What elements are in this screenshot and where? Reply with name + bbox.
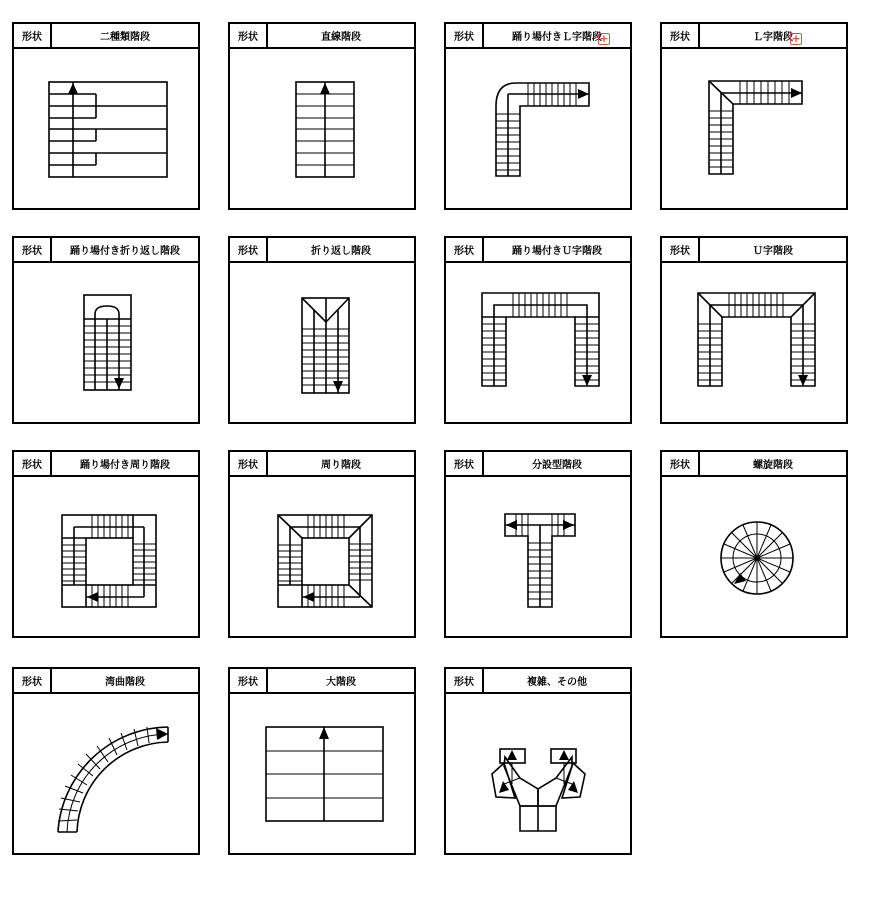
add-icon[interactable]: + xyxy=(791,32,801,45)
curved-stair-diagram xyxy=(14,694,198,853)
shape-tag: 形状 xyxy=(446,452,484,475)
shape-tag: 形状 xyxy=(662,452,700,475)
card-title: 踊り場付き周り階段 xyxy=(80,460,170,471)
landing-winding-stair-diagram xyxy=(14,477,198,636)
card-header xyxy=(14,452,198,477)
card-title: 二種類階段 xyxy=(100,32,150,43)
card-title: 周り階段 xyxy=(321,460,361,471)
card-header xyxy=(662,452,846,477)
card-header xyxy=(446,452,630,477)
switchback-stair-diagram xyxy=(230,263,414,422)
card-title: 分設型階段 xyxy=(532,460,582,471)
shape-tag: 形状 xyxy=(446,238,484,261)
stair-card[interactable] xyxy=(12,236,200,424)
stair-card[interactable] xyxy=(12,450,200,638)
shape-tag: 形状 xyxy=(662,238,700,261)
card-title: 複雑、その他 xyxy=(527,677,587,688)
card-title: 大階段 xyxy=(326,677,356,688)
card-title: Ｕ字階段 xyxy=(753,246,793,257)
complex-stair-diagram xyxy=(446,694,630,853)
card-header xyxy=(446,669,630,694)
shape-tag: 形状 xyxy=(446,24,484,47)
card-title: 螺旋階段 xyxy=(753,460,793,471)
shape-tag: 形状 xyxy=(662,24,700,47)
spiral-stair-diagram xyxy=(662,477,846,636)
u-stair-diagram xyxy=(662,263,846,422)
stair-card[interactable] xyxy=(228,450,416,638)
stair-card[interactable] xyxy=(228,236,416,424)
stair-card[interactable] xyxy=(228,667,416,855)
shape-tag: 形状 xyxy=(446,669,484,692)
stair-card[interactable] xyxy=(660,236,848,424)
shape-tag: 形状 xyxy=(230,238,268,261)
shape-tag: 形状 xyxy=(14,24,52,47)
stair-card[interactable] xyxy=(660,450,848,638)
card-header xyxy=(662,238,846,263)
l-stair-diagram xyxy=(662,49,846,208)
straight-stair-diagram xyxy=(230,49,414,208)
shape-tag: 形状 xyxy=(230,669,268,692)
landing-u-stair-diagram xyxy=(446,263,630,422)
card-header xyxy=(14,24,198,49)
stair-card[interactable] xyxy=(444,667,632,855)
split-stair-diagram xyxy=(446,477,630,636)
shape-tag: 形状 xyxy=(230,24,268,47)
stair-card[interactable] xyxy=(228,22,416,210)
card-title: 踊り場付き折り返し階段 xyxy=(70,246,180,257)
card-header xyxy=(446,238,630,263)
stair-card[interactable] xyxy=(444,236,632,424)
card-header xyxy=(230,452,414,477)
card-title: 湾曲階段 xyxy=(105,677,145,688)
stair-card[interactable] xyxy=(12,667,200,855)
shape-tag: 形状 xyxy=(14,452,52,475)
card-header xyxy=(230,24,414,49)
stair-card[interactable] xyxy=(660,22,848,210)
add-icon[interactable]: + xyxy=(599,32,609,45)
stair-card[interactable] xyxy=(12,22,200,210)
shape-tag: 形状 xyxy=(14,238,52,261)
shape-tag: 形状 xyxy=(14,669,52,692)
winding-stair-diagram xyxy=(230,477,414,636)
card-header xyxy=(14,669,198,694)
card-title: 直線階段 xyxy=(321,32,361,43)
landing-l-stair-diagram xyxy=(446,49,630,208)
card-header xyxy=(230,669,414,694)
grand-stair-diagram xyxy=(230,694,414,853)
card-title: Ｌ字階段 xyxy=(753,32,793,43)
two-type-stair-diagram xyxy=(14,49,198,208)
stair-card[interactable] xyxy=(444,22,632,210)
card-title: 踊り場付きＵ字階段 xyxy=(512,246,602,257)
card-header xyxy=(662,24,846,49)
card-title: 踊り場付きＬ字階段 xyxy=(512,32,602,43)
card-header xyxy=(14,238,198,263)
card-header xyxy=(230,238,414,263)
shape-tag: 形状 xyxy=(230,452,268,475)
stair-card[interactable] xyxy=(444,450,632,638)
card-title: 折り返し階段 xyxy=(311,246,371,257)
landing-switchback-stair-diagram xyxy=(14,263,198,422)
